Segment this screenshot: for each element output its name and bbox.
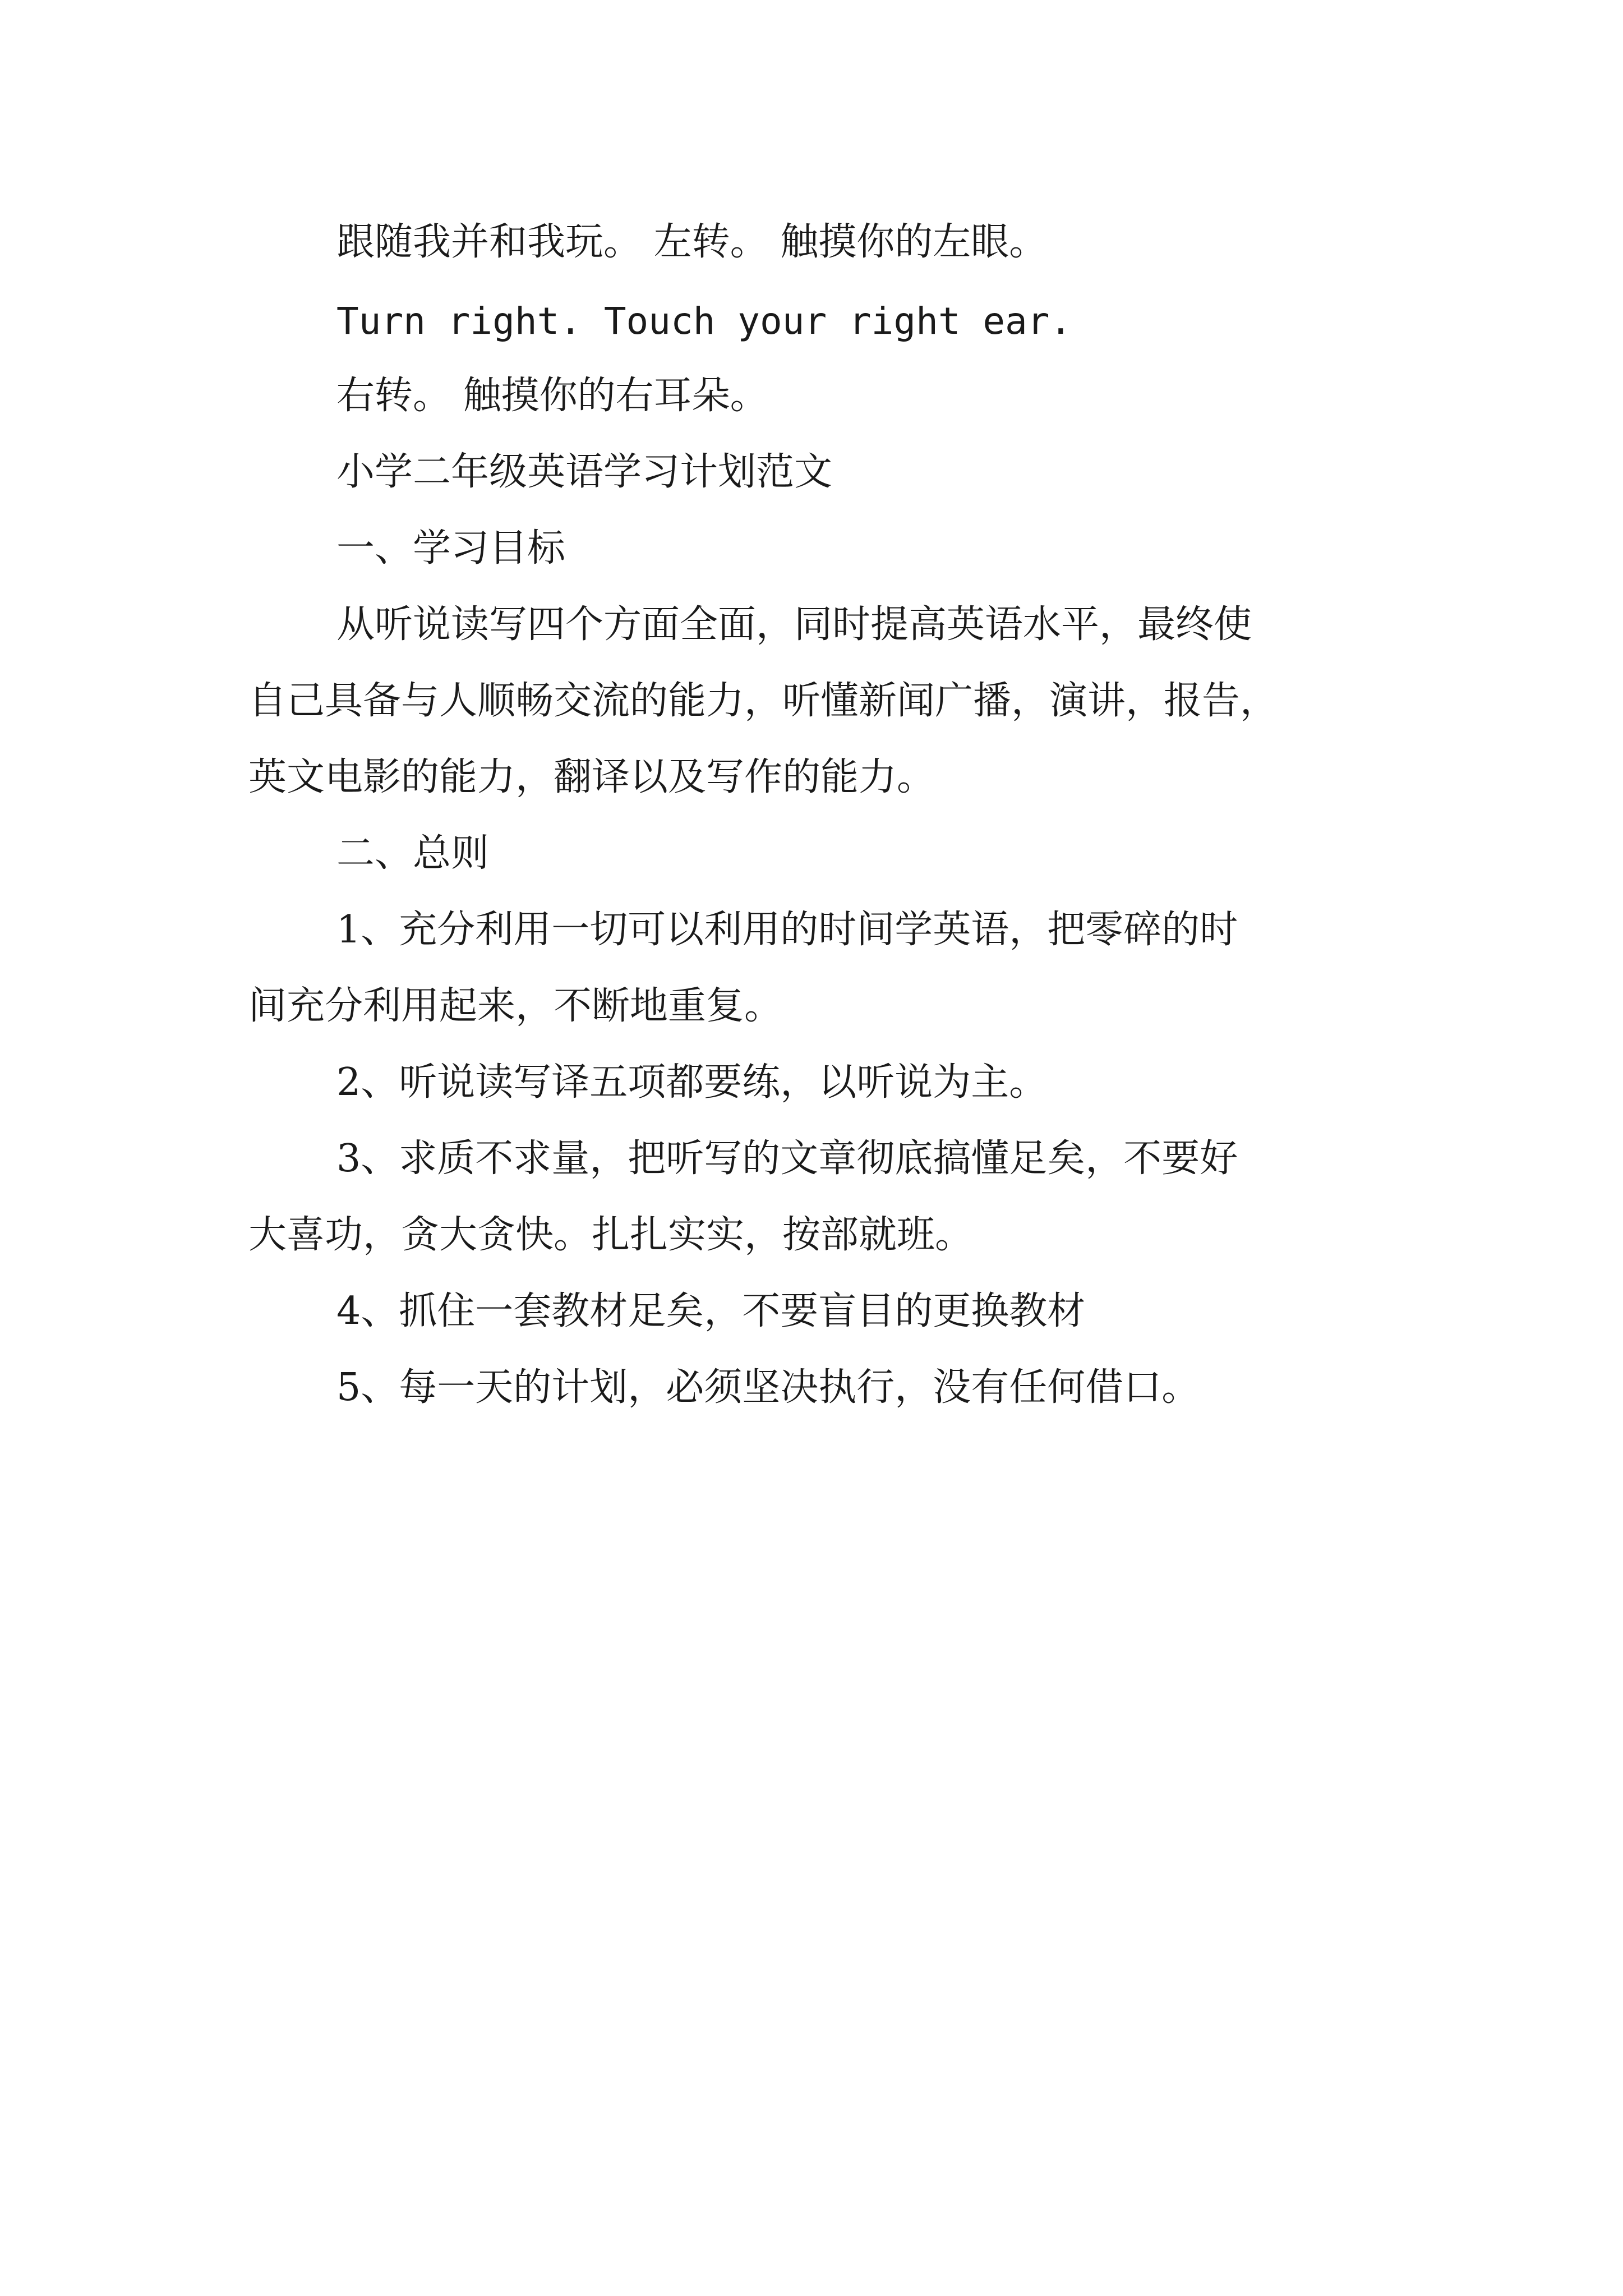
list-item: 3、求质不求量，把听写的文章彻底搞懂足矣，不要好 [336, 1137, 1238, 1181]
paragraph-line: 英文电影的能力，翻译以及写作的能力。 [248, 755, 935, 799]
section-heading: 二、总则 [336, 831, 490, 876]
paragraph-line: 从听说读写四个方面全面，同时提高英语水平，最终使 [336, 602, 1252, 647]
paragraph-line: 右转。 触摸你的右耳朵。 [336, 374, 768, 418]
list-item: 1、充分利用一切可以利用的时间学英语，把零碎的时 [336, 908, 1238, 952]
list-item-continuation: 间充分利用起来，不断地重复。 [248, 984, 783, 1028]
english-sentence: Turn right. Touch your right ear. [336, 300, 1072, 343]
list-item: 5、每一天的计划，必须坚决执行，没有任何借口。 [336, 1365, 1200, 1410]
list-item: 4、抓住一套教材足矣，不要盲目的更换教材 [336, 1289, 1086, 1333]
paragraph-line: 跟随我并和我玩。 左转。 触摸你的左眼。 [336, 220, 1048, 264]
article-title: 小学二年级英语学习计划范文 [336, 450, 833, 494]
list-item-continuation: 大喜功，贪大贪快。扎扎实实，按部就班。 [248, 1213, 974, 1257]
paragraph-line: 自己具备与人顺畅交流的能力，听懂新闻广播，演讲，报告， [248, 679, 1279, 723]
list-item: 2、听说读写译五项都要练，以听说为主。 [336, 1060, 1048, 1105]
section-heading: 一、学习目标 [336, 526, 566, 570]
